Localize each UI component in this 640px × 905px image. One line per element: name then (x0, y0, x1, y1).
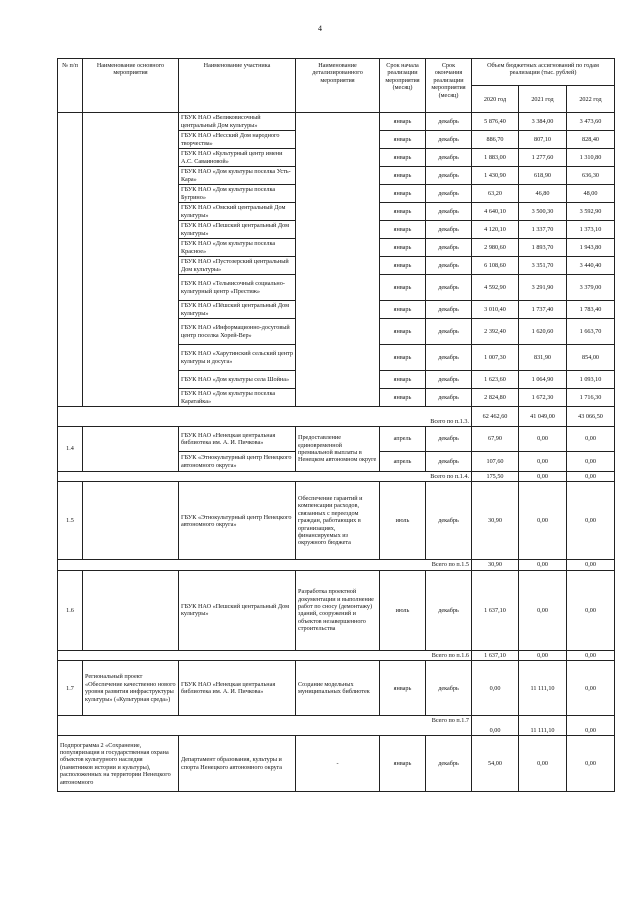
value-2021: 46,80 (519, 185, 567, 203)
end-cell: декабрь (426, 167, 472, 185)
value-2022: 0,00 (567, 452, 615, 472)
end-cell: декабрь (426, 275, 472, 301)
participant-cell: ГБУК НАО «Харутинский сельский центр культуры и досуга» (179, 345, 296, 371)
start-cell: апрель (380, 427, 426, 452)
value-2022: 0,00 (567, 482, 615, 560)
header-budget: Объем бюджетных ассигнований по годам реализации (тыс. рублей) (472, 59, 615, 86)
table-row (58, 427, 615, 452)
value-2020: 4 592,90 (472, 275, 519, 301)
detail-cell: Обеспечение гарантий и компенсации расходов, связанных с переездом граждан, работающих в организациях, финансируемых из окружного бюджета (296, 482, 380, 560)
start-cell: июль (380, 482, 426, 560)
total-2022: 43 066,50 (567, 407, 615, 427)
participant-cell: ГБУК НАО «Пустозерский центральный Дом культуры» (179, 257, 296, 275)
value-2022: 0,00 (567, 736, 615, 792)
value-2022: 3 440,40 (567, 257, 615, 275)
value-2021: 11 111,10 (519, 661, 567, 716)
row-num: 1.4 (58, 427, 83, 472)
value-2020: 2 980,60 (472, 239, 519, 257)
participant-cell: ГБУК НАО «Пешский центральный Дом культуры» (179, 570, 296, 650)
event-cell (83, 113, 179, 407)
value-2021: 0,00 (519, 482, 567, 560)
start-cell: январь (380, 149, 426, 167)
participant-cell: ГБУК НАО «Дом культуры поселка Бугрино» (179, 185, 296, 203)
value-2020: 4 640,10 (472, 203, 519, 221)
value-2021: 3 384,00 (519, 113, 567, 131)
total-2020: 0,00 (472, 716, 519, 736)
header-2021: 2021 год (519, 86, 567, 113)
value-2021: 1 064,90 (519, 371, 567, 389)
end-cell: декабрь (426, 185, 472, 203)
value-2021: 3 500,30 (519, 203, 567, 221)
total-label: Всего по п.1.6 (58, 650, 472, 660)
end-cell: декабрь (426, 427, 472, 452)
value-2021: 1 277,60 (519, 149, 567, 167)
end-cell: декабрь (426, 149, 472, 167)
value-2021: 0,00 (519, 452, 567, 472)
value-2021: 807,10 (519, 131, 567, 149)
end-cell: декабрь (426, 239, 472, 257)
total-2021: 0,00 (519, 650, 567, 660)
value-2021: 1 672,30 (519, 389, 567, 407)
end-cell: декабрь (426, 661, 472, 716)
value-2021: 1 737,40 (519, 301, 567, 319)
total-2020: 175,50 (472, 472, 519, 482)
value-2020: 1 430,90 (472, 167, 519, 185)
table-row (58, 736, 615, 792)
total-row-1-6 (58, 650, 615, 660)
header-2022: 2022 год (567, 86, 615, 113)
end-cell: декабрь (426, 131, 472, 149)
total-row-1-4 (58, 472, 615, 482)
header-end: Срок окончания реализации мероприятия (месяц) (426, 59, 472, 113)
start-cell: январь (380, 736, 426, 792)
end-cell: декабрь (426, 389, 472, 407)
end-cell: декабрь (426, 113, 472, 131)
end-cell: декабрь (426, 452, 472, 472)
budget-table (57, 58, 615, 792)
value-2022: 1 093,10 (567, 371, 615, 389)
event-cell (83, 482, 179, 560)
value-2021: 0,00 (519, 570, 567, 650)
value-2022: 1 310,80 (567, 149, 615, 167)
participant-cell: ГБУК НАО «Тельвисочный социально-культурный центр «Престиж» (179, 275, 296, 301)
value-2020: 5 876,40 (472, 113, 519, 131)
value-2020: 1 007,30 (472, 345, 519, 371)
detail-cell: Разработка проектной документации и выполнение работ по сносу (демонтажу) зданий, сооружений и объектов незавершенного строительства (296, 570, 380, 650)
value-2020: 1 623,60 (472, 371, 519, 389)
row-num: 1.5 (58, 482, 83, 560)
start-cell: январь (380, 319, 426, 345)
value-2020: 63,20 (472, 185, 519, 203)
value-2021: 618,90 (519, 167, 567, 185)
detail-cell (296, 113, 380, 407)
table-row (58, 661, 615, 716)
participant-cell: ГБУК НАО «Пёшский центральный Дом культуры» (179, 301, 296, 319)
value-2020: 886,70 (472, 131, 519, 149)
value-2021: 3 351,70 (519, 257, 567, 275)
value-2022: 0,00 (567, 570, 615, 650)
participant-cell: ГБУК НАО «Пешский центральный Дом культуры» (179, 221, 296, 239)
value-2020: 30,90 (472, 482, 519, 560)
end-cell: декабрь (426, 345, 472, 371)
value-2021: 831,90 (519, 345, 567, 371)
value-2022: 48,00 (567, 185, 615, 203)
value-2022: 3 592,90 (567, 203, 615, 221)
table-row (58, 482, 615, 560)
start-cell: январь (380, 239, 426, 257)
row-num (58, 113, 83, 407)
table-row (58, 570, 615, 650)
participant-cell: ГБУК НАО «Культурный центр имени А.С. Саваиновой» (179, 149, 296, 167)
value-2022: 0,00 (567, 661, 615, 716)
total-label: Всего по п.1.4. (58, 472, 472, 482)
start-cell: январь (380, 131, 426, 149)
value-2022: 3 379,00 (567, 275, 615, 301)
total-2021: 0,00 (519, 472, 567, 482)
participant-cell: ГБУК НАО «Дом культуры поселка Усть-Кара» (179, 167, 296, 185)
value-2020: 67,90 (472, 427, 519, 452)
page-number: 4 (318, 24, 322, 33)
value-2022: 1 373,10 (567, 221, 615, 239)
start-cell: январь (380, 167, 426, 185)
start-cell: январь (380, 345, 426, 371)
detail-cell: Предоставление единовременной премиальной выплаты в Ненецком автономном округе (296, 427, 380, 472)
end-cell: декабрь (426, 301, 472, 319)
total-2021: 0,00 (519, 560, 567, 570)
total-2022: 0,00 (567, 472, 615, 482)
value-2020: 54,00 (472, 736, 519, 792)
participant-cell: ГБУК НАО «Омский центральный Дом культуры» (179, 203, 296, 221)
total-label: Всего по п.1.7 (58, 716, 472, 736)
value-2021: 0,00 (519, 736, 567, 792)
total-label: Всего по п.1.3. (58, 407, 472, 427)
total-2022: 0,00 (567, 560, 615, 570)
value-2021: 1 337,70 (519, 221, 567, 239)
start-cell: январь (380, 257, 426, 275)
value-2022: 1 783,40 (567, 301, 615, 319)
event-cell (83, 570, 179, 650)
end-cell: декабрь (426, 221, 472, 239)
participant-cell: ГБУК НАО «Великовисочный центральный Дом культуры» (179, 113, 296, 131)
value-2022: 1 716,30 (567, 389, 615, 407)
total-label: Всего по п.1.5 (58, 560, 472, 570)
value-2020: 1 637,10 (472, 570, 519, 650)
participant-cell: Департамент образования, культуры и спорта Ненецкого автономного округа (179, 736, 296, 792)
event-cell (83, 427, 179, 472)
value-2020: 2 392,40 (472, 319, 519, 345)
value-2021: 3 291,90 (519, 275, 567, 301)
total-2020: 1 637,10 (472, 650, 519, 660)
value-2020: 107,60 (472, 452, 519, 472)
value-2022: 1 663,70 (567, 319, 615, 345)
participant-cell: ГБУК «Этнокультурный центр Ненецкого автономного округа» (179, 452, 296, 472)
participant-cell: ГБУК НАО «Информационно-досуговый центр поселка Хорей-Вер» (179, 319, 296, 345)
start-cell: январь (380, 221, 426, 239)
total-2022: 0,00 (567, 650, 615, 660)
value-2022: 0,00 (567, 427, 615, 452)
value-2020: 0,00 (472, 661, 519, 716)
start-cell: январь (380, 389, 426, 407)
row-num: 1.7 (58, 661, 83, 716)
header-2020: 2020 год (472, 86, 519, 113)
header-event: Наименование основного мероприятия (83, 59, 179, 113)
participant-cell: ГБУК НАО «Ненецкая центральная библиотека им. А. И. Пичкова» (179, 427, 296, 452)
value-2021: 0,00 (519, 427, 567, 452)
start-cell: январь (380, 185, 426, 203)
total-2020: 62 462,60 (472, 407, 519, 427)
table-row (58, 113, 615, 131)
value-2020: 2 824,80 (472, 389, 519, 407)
total-2020: 30,90 (472, 560, 519, 570)
subprogram-title: Подпрограмма 2 «Сохранение, популяризация и государственная охрана объектов культурного наследия (памятников истории и культуры), расположенных на территории Ненецкого автономного (58, 736, 179, 792)
value-2020: 4 120,10 (472, 221, 519, 239)
total-row-1-3 (58, 407, 615, 427)
participant-cell: ГБУК НАО «Дом культуры села Шойна» (179, 371, 296, 389)
participant-cell: ГБУК НАО «Несский Дом народного творчества» (179, 131, 296, 149)
end-cell: декабрь (426, 371, 472, 389)
detail-cell: - (296, 736, 380, 792)
start-cell: январь (380, 661, 426, 716)
participant-cell: ГБУК НАО «Дом культуры поселка Красное» (179, 239, 296, 257)
value-2021: 1 620,60 (519, 319, 567, 345)
header-detail: Наименование детализированного мероприятия (296, 59, 380, 113)
value-2022: 3 473,60 (567, 113, 615, 131)
start-cell: январь (380, 371, 426, 389)
value-2022: 828,40 (567, 131, 615, 149)
end-cell: декабрь (426, 736, 472, 792)
value-2021: 1 893,70 (519, 239, 567, 257)
total-2022: 0,00 (567, 716, 615, 736)
start-cell: январь (380, 113, 426, 131)
value-2020: 1 883,00 (472, 149, 519, 167)
end-cell: декабрь (426, 319, 472, 345)
detail-cell: Создание модельных муниципальных библиотек (296, 661, 380, 716)
start-cell: июль (380, 570, 426, 650)
end-cell: декабрь (426, 257, 472, 275)
header-num: № п/п (58, 59, 83, 113)
header-participant: Наименование участника (179, 59, 296, 113)
participant-cell: ГБУК «Этнокультурный центр Ненецкого автономного округа» (179, 482, 296, 560)
row-num: 1.6 (58, 570, 83, 650)
section-1-3-rows (58, 113, 615, 407)
value-2022: 1 943,80 (567, 239, 615, 257)
start-cell: январь (380, 275, 426, 301)
total-2021: 41 049,00 (519, 407, 567, 427)
total-row-1-7 (58, 716, 615, 736)
value-2022: 854,00 (567, 345, 615, 371)
total-2021: 11 111,10 (519, 716, 567, 736)
participant-cell: ГБУК НАО «Дом культуры поселка Каратайка» (179, 389, 296, 407)
end-cell: декабрь (426, 203, 472, 221)
event-cell: Региональный проект «Обеспечение качественно нового уровня развития инфраструктуры культуры» («Культурная среда») (83, 661, 179, 716)
value-2022: 636,30 (567, 167, 615, 185)
end-cell: декабрь (426, 570, 472, 650)
start-cell: январь (380, 301, 426, 319)
total-row-1-5 (58, 560, 615, 570)
participant-cell: ГБУК НАО «Ненецкая центральная библиотека им. А. И. Пичкова» (179, 661, 296, 716)
value-2020: 3 010,40 (472, 301, 519, 319)
start-cell: апрель (380, 452, 426, 472)
value-2020: 6 108,60 (472, 257, 519, 275)
end-cell: декабрь (426, 482, 472, 560)
header-start: Срок начала реализации мероприятия (месяц) (380, 59, 426, 113)
start-cell: январь (380, 203, 426, 221)
